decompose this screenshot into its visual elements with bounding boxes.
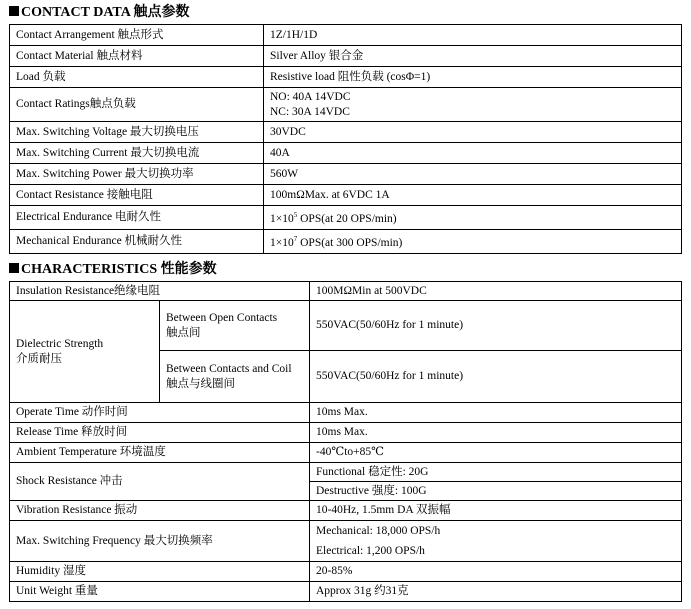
value-line: Electrical: 1,200 OPS/h bbox=[316, 545, 425, 557]
row-value bbox=[264, 88, 682, 122]
row-value: 100mΩMax. at 6VDC 1A bbox=[264, 185, 682, 206]
table-row bbox=[10, 521, 682, 562]
row-label: Max. Switching Power 最大切换功率 bbox=[10, 164, 264, 185]
table-row bbox=[10, 463, 682, 482]
table-row bbox=[10, 582, 682, 602]
row-value: 40A bbox=[264, 143, 682, 164]
open-contacts-cn: 触点间 bbox=[166, 326, 201, 339]
contact-data-heading bbox=[9, 4, 190, 22]
row-label: Contact Material 触点材料 bbox=[10, 46, 264, 67]
row-value: 550VAC(50/60Hz for 1 minute) bbox=[310, 351, 682, 403]
table-row bbox=[10, 423, 682, 443]
table-row bbox=[10, 501, 682, 521]
row-label: Max. Switching Current 最大切换电流 bbox=[10, 143, 264, 164]
row-value: Destructive 强度: 100G bbox=[310, 482, 682, 501]
dielectric-coil-label bbox=[160, 351, 310, 403]
square-bullet-icon bbox=[9, 6, 19, 16]
table-row bbox=[10, 88, 682, 122]
row-value: 100MΩMin at 500VDC bbox=[310, 282, 682, 301]
value-prefix: 1×10 bbox=[270, 213, 294, 225]
row-label: Max. Switching Voltage 最大切换电压 bbox=[10, 122, 264, 143]
table-row bbox=[10, 164, 682, 185]
table-row bbox=[10, 403, 682, 423]
row-value bbox=[310, 521, 682, 562]
row-value: 560W bbox=[264, 164, 682, 185]
value-suffix: OPS(at 20 OPS/min) bbox=[297, 213, 397, 225]
table-row bbox=[10, 67, 682, 88]
row-label: Mechanical Endurance 机械耐久性 bbox=[10, 230, 264, 254]
row-value: 1Z/1H/1D bbox=[264, 25, 682, 46]
value-line: NC: 30A 14VDC bbox=[270, 105, 350, 118]
table-row bbox=[10, 46, 682, 67]
row-value: Approx 31g 约31克 bbox=[310, 582, 682, 602]
row-value bbox=[264, 206, 682, 230]
row-label: Insulation Resistance绝缘电阻 bbox=[10, 282, 310, 301]
row-label: Ambient Temperature 环境温度 bbox=[10, 443, 310, 463]
row-value: 10ms Max. bbox=[310, 423, 682, 443]
row-value: 550VAC(50/60Hz for 1 minute) bbox=[310, 301, 682, 351]
row-label: Unit Weight 重量 bbox=[10, 582, 310, 602]
table-row bbox=[10, 25, 682, 46]
row-value: Resistive load 阻性负载 (cosΦ=1) bbox=[264, 67, 682, 88]
contact-data-table bbox=[9, 24, 682, 254]
row-value: Functional 稳定性: 20G bbox=[310, 463, 682, 482]
row-value: -40℃to+85℃ bbox=[310, 443, 682, 463]
row-label: Contact Ratings触点负载 bbox=[10, 88, 264, 122]
table-row bbox=[10, 443, 682, 463]
contacts-coil-cn: 触点与线圈间 bbox=[166, 377, 235, 390]
row-value: 30VDC bbox=[264, 122, 682, 143]
table-row bbox=[10, 282, 682, 301]
dielectric-label-en: Dielectric Strength bbox=[16, 337, 104, 350]
contact-data-title: CONTACT DATA 触点参数 bbox=[21, 5, 190, 20]
row-label: Load 负载 bbox=[10, 67, 264, 88]
row-value: 20-85% bbox=[310, 562, 682, 582]
row-value: Silver Alloy 银合金 bbox=[264, 46, 682, 67]
characteristics-title: CHARACTERISTICS 性能参数 bbox=[21, 262, 217, 277]
value-exponent: 5 bbox=[293, 211, 298, 219]
row-label: Max. Switching Frequency 最大切换频率 bbox=[10, 521, 310, 562]
characteristics-table bbox=[9, 281, 682, 602]
row-value: 10-40Hz, 1.5mm DA 双振幅 bbox=[310, 501, 682, 521]
table-row bbox=[10, 122, 682, 143]
square-bullet-icon bbox=[9, 263, 19, 273]
table-row bbox=[10, 206, 682, 230]
table-row bbox=[10, 143, 682, 164]
table-row bbox=[10, 301, 682, 351]
row-label: Operate Time 动作时间 bbox=[10, 403, 310, 423]
contacts-coil-en: Between Contacts and Coil bbox=[166, 362, 292, 375]
dielectric-label bbox=[10, 301, 160, 403]
row-value: 10ms Max. bbox=[310, 403, 682, 423]
value-suffix: OPS(at 300 OPS/min) bbox=[297, 237, 403, 249]
row-label: Contact Arrangement 触点形式 bbox=[10, 25, 264, 46]
row-label: Contact Resistance 接触电阻 bbox=[10, 185, 264, 206]
row-label: Release Time 释放时间 bbox=[10, 423, 310, 443]
row-label: Vibration Resistance 振动 bbox=[10, 501, 310, 521]
table-row bbox=[10, 230, 682, 254]
row-label: Electrical Endurance 电耐久性 bbox=[10, 206, 264, 230]
table-row bbox=[10, 562, 682, 582]
table-row bbox=[10, 185, 682, 206]
row-label: Shock Resistance 冲击 bbox=[10, 463, 310, 501]
row-label: Humidity 湿度 bbox=[10, 562, 310, 582]
dielectric-open-label bbox=[160, 301, 310, 351]
characteristics-heading bbox=[9, 261, 217, 279]
value-line: NO: 40A 14VDC bbox=[270, 90, 351, 103]
open-contacts-en: Between Open Contacts bbox=[166, 311, 278, 324]
row-value bbox=[264, 230, 682, 254]
value-line: Mechanical: 18,000 OPS/h bbox=[316, 525, 441, 537]
dielectric-label-cn: 介质耐压 bbox=[16, 352, 62, 365]
value-exponent: 7 bbox=[293, 235, 298, 243]
value-prefix: 1×10 bbox=[270, 237, 294, 249]
